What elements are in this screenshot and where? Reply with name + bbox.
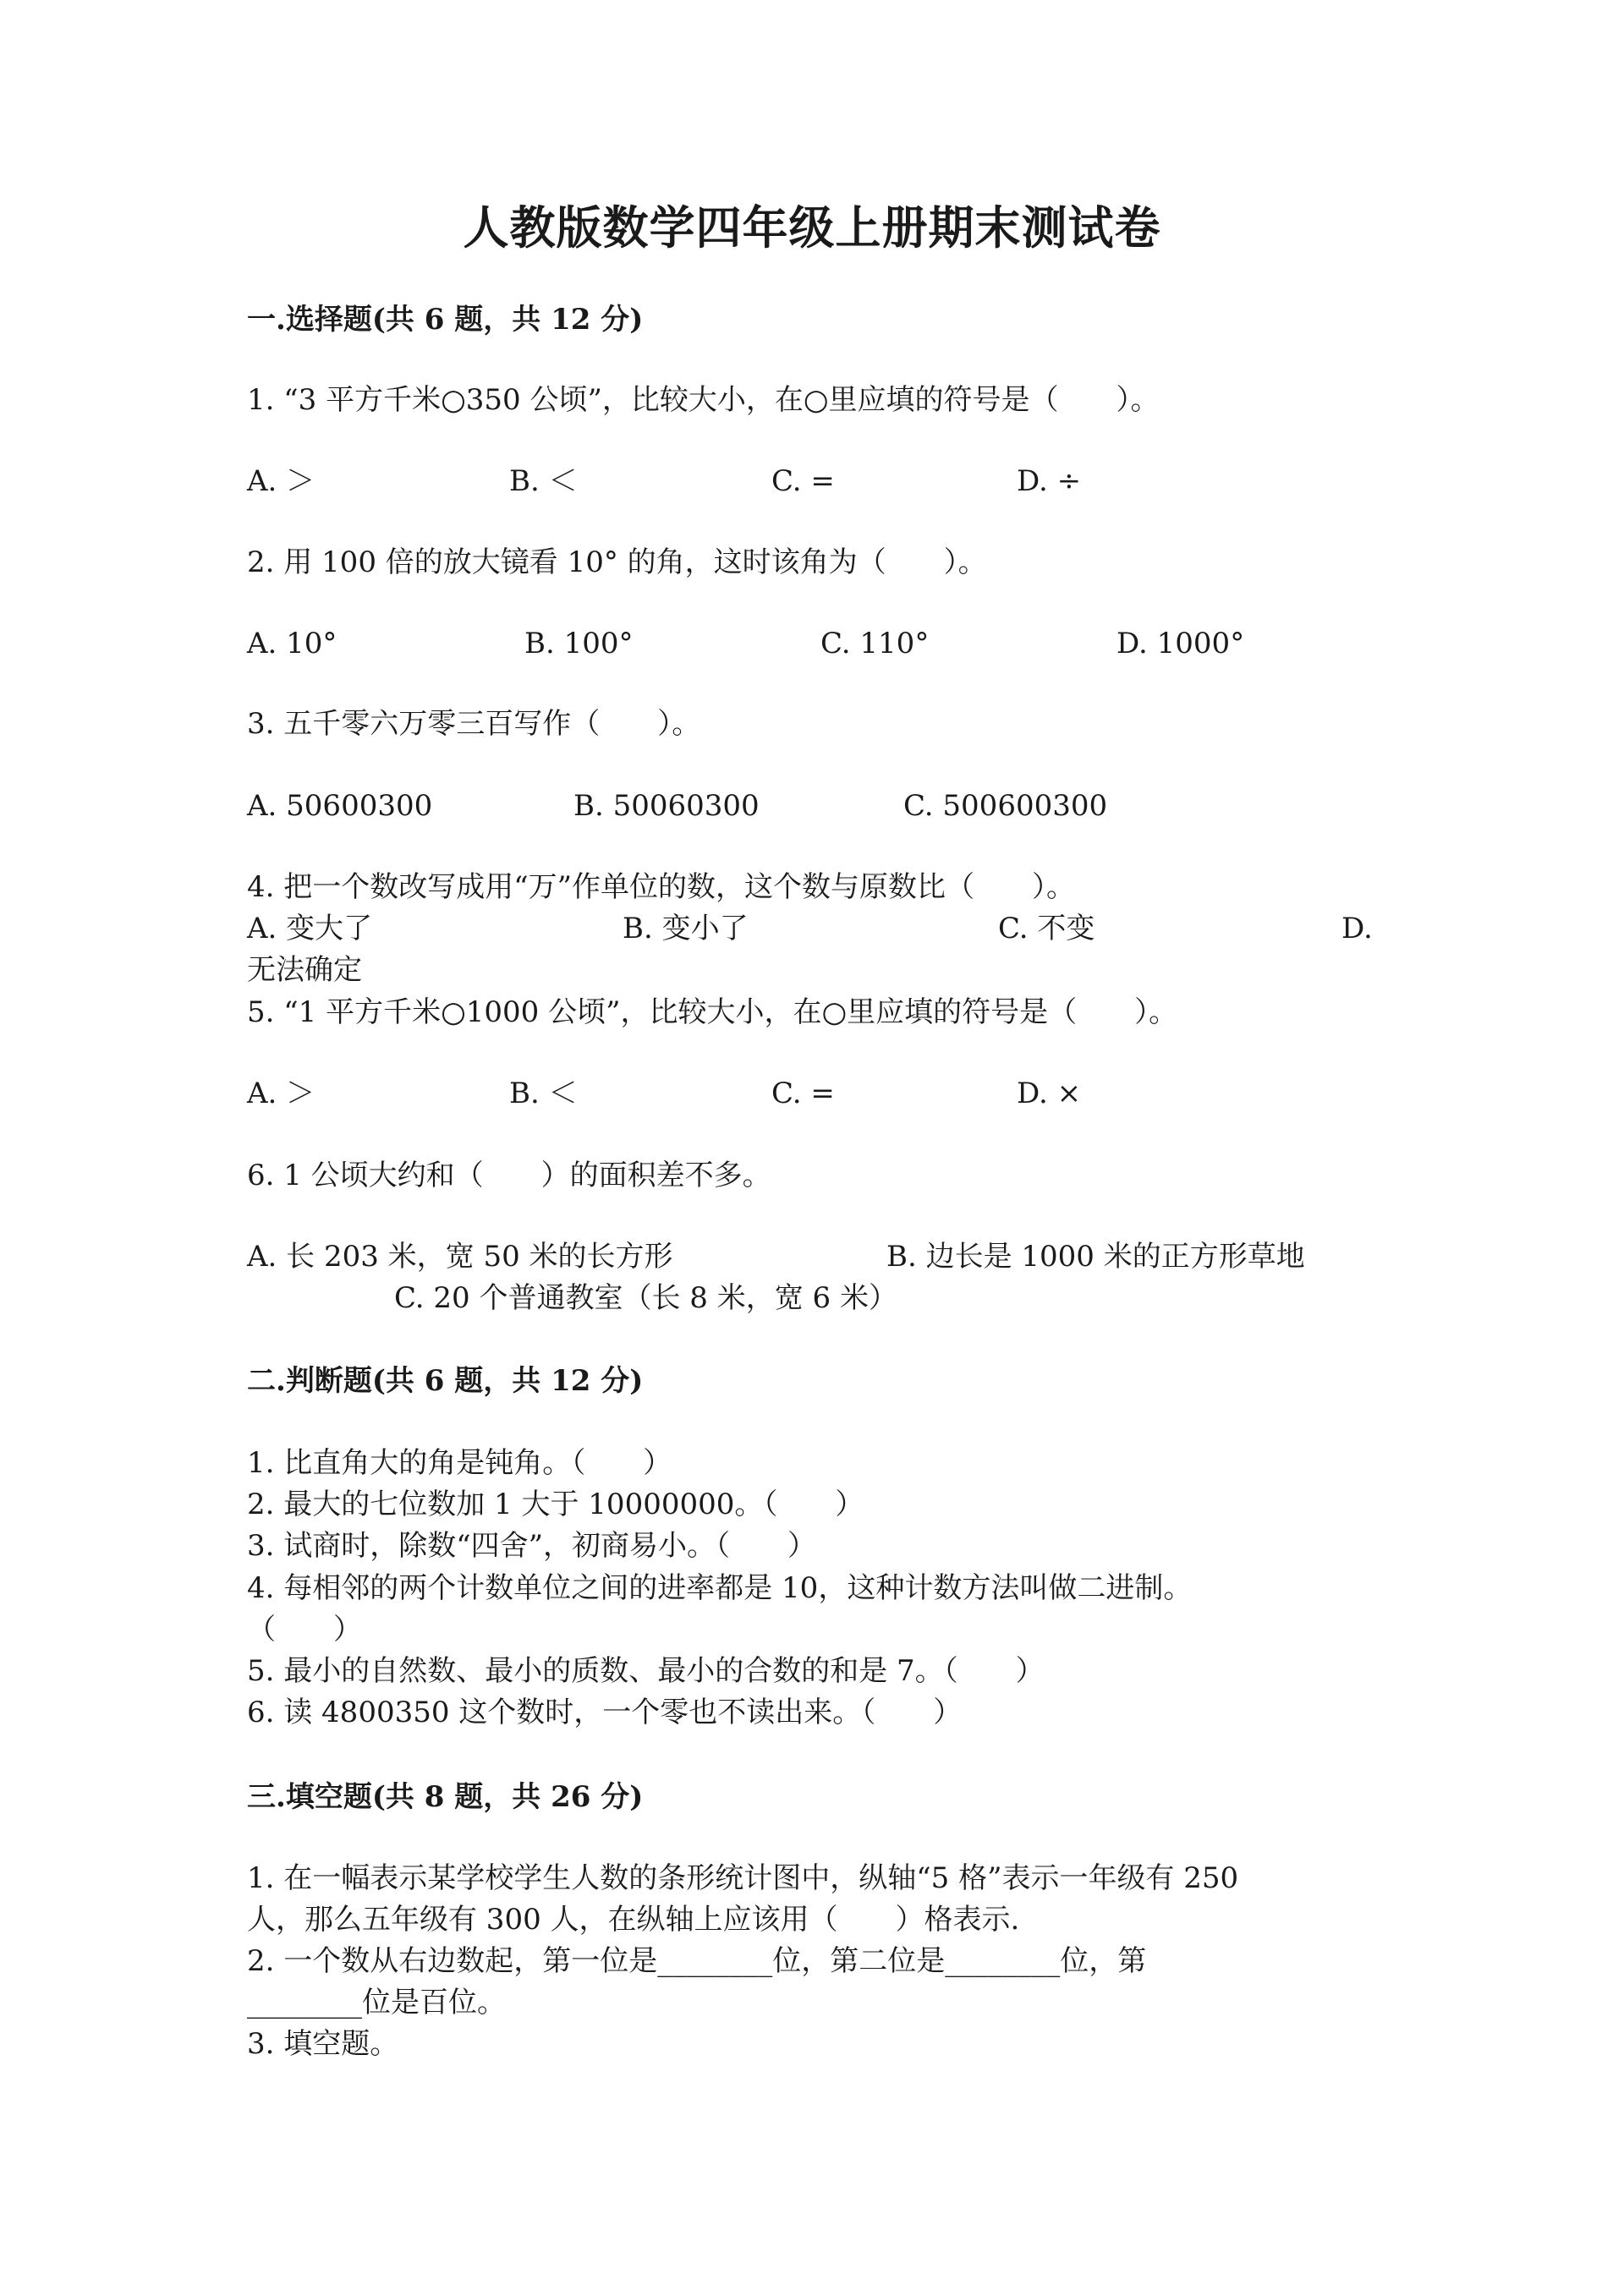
question-1-2: 2. 用 100 倍的放大镜看 10° 的角，这时该角为（ ）。 (247, 545, 987, 579)
question-1-5: 5. “1 平方千米○1000 公顷”，比较大小，在○里应填的符号是（ ）。 (247, 995, 1178, 1029)
section-heading-judgement: 二.判断题(共 6 题，共 12 分) (247, 1364, 644, 1398)
question-1-4: 4. 把一个数改写成用“万”作单位的数，这个数与原数比（ ）。 (247, 870, 1076, 904)
page-title: 人教版数学四年级上册期末测试卷 (463, 200, 1161, 255)
option-1-2-c: C. 110° (820, 627, 930, 660)
question-3-3: 3. 填空题。 (247, 2027, 399, 2061)
option-1-4-a: A. 变大了 (247, 912, 373, 945)
section-heading-fill-in: 三.填空题(共 8 题，共 26 分) (247, 1780, 644, 1814)
option-1-3-a: A. 50600300 (247, 789, 433, 823)
option-1-4-b: B. 变小了 (623, 912, 749, 945)
option-1-5-b: B. ＜ (509, 1077, 578, 1110)
option-1-2-d: D. 1000° (1116, 627, 1245, 660)
option-1-4-d: D. (1341, 912, 1373, 945)
option-1-3-c: C. 500600300 (903, 789, 1108, 823)
option-1-6-b: B. 边长是 1000 米的正方形草地 (886, 1240, 1305, 1274)
option-1-3-b: B. 50060300 (573, 789, 760, 823)
section-heading-choice: 一.选择题(共 6 题，共 12 分) (247, 303, 644, 337)
option-1-4-c: C. 不变 (998, 912, 1095, 945)
option-1-6-c: C. 20 个普通教室（长 8 米，宽 6 米） (394, 1281, 897, 1315)
question-3-2: 2. 一个数从右边数起，第一位是________位，第二位是________位，第 (247, 1944, 1147, 1978)
question-1-3: 3. 五千零六万零三百写作（ ）。 (247, 707, 701, 741)
question-2-4-continuation: （ ） (247, 1613, 362, 1647)
question-2-1: 1. 比直角大的角是钝角。（ ） (247, 1446, 672, 1480)
question-2-2: 2. 最大的七位数加 1 大于 10000000。（ ） (247, 1488, 864, 1521)
option-1-1-a: A. ＞ (247, 464, 315, 498)
option-1-5-d: D. × (1017, 1077, 1082, 1110)
question-3-1: 1. 在一幅表示某学校学生人数的条形统计图中，纵轴“5 格”表示一年级有 250 (247, 1861, 1239, 1895)
question-2-3: 3. 试商时，除数“四舍”，初商易小。（ ） (247, 1529, 817, 1563)
option-1-4-d-text: 无法确定 (247, 953, 362, 987)
question-2-6: 6. 读 4800350 这个数时，一个零也不读出来。（ ） (247, 1696, 963, 1729)
question-1-1: 1. “3 平方千米○350 公顷”，比较大小，在○里应填的符号是（ ）。 (247, 383, 1160, 417)
option-1-1-b: B. ＜ (509, 464, 578, 498)
option-1-6-a: A. 长 203 米，宽 50 米的长方形 (247, 1240, 673, 1274)
option-1-1-c: C. = (771, 464, 835, 498)
option-1-1-d: D. ÷ (1017, 464, 1082, 498)
option-1-5-a: A. ＞ (247, 1077, 315, 1110)
option-1-2-a: A. 10° (247, 627, 337, 660)
question-3-2-continuation: ________位是百位。 (247, 1986, 506, 2019)
question-2-4: 4. 每相邻的两个计数单位之间的进率都是 10，这种计数方法叫做二进制。 (247, 1571, 1193, 1605)
option-1-2-b: B. 100° (524, 627, 634, 660)
option-1-5-c: C. = (771, 1077, 835, 1110)
question-3-1-continuation: 人，那么五年级有 300 人，在纵轴上应该用（ ）格表示. (247, 1903, 1020, 1937)
question-1-6: 6. 1 公顷大约和（ ）的面积差不多。 (247, 1159, 771, 1192)
question-2-5: 5. 最小的自然数、最小的质数、最小的合数的和是 7。（ ） (247, 1654, 1045, 1688)
